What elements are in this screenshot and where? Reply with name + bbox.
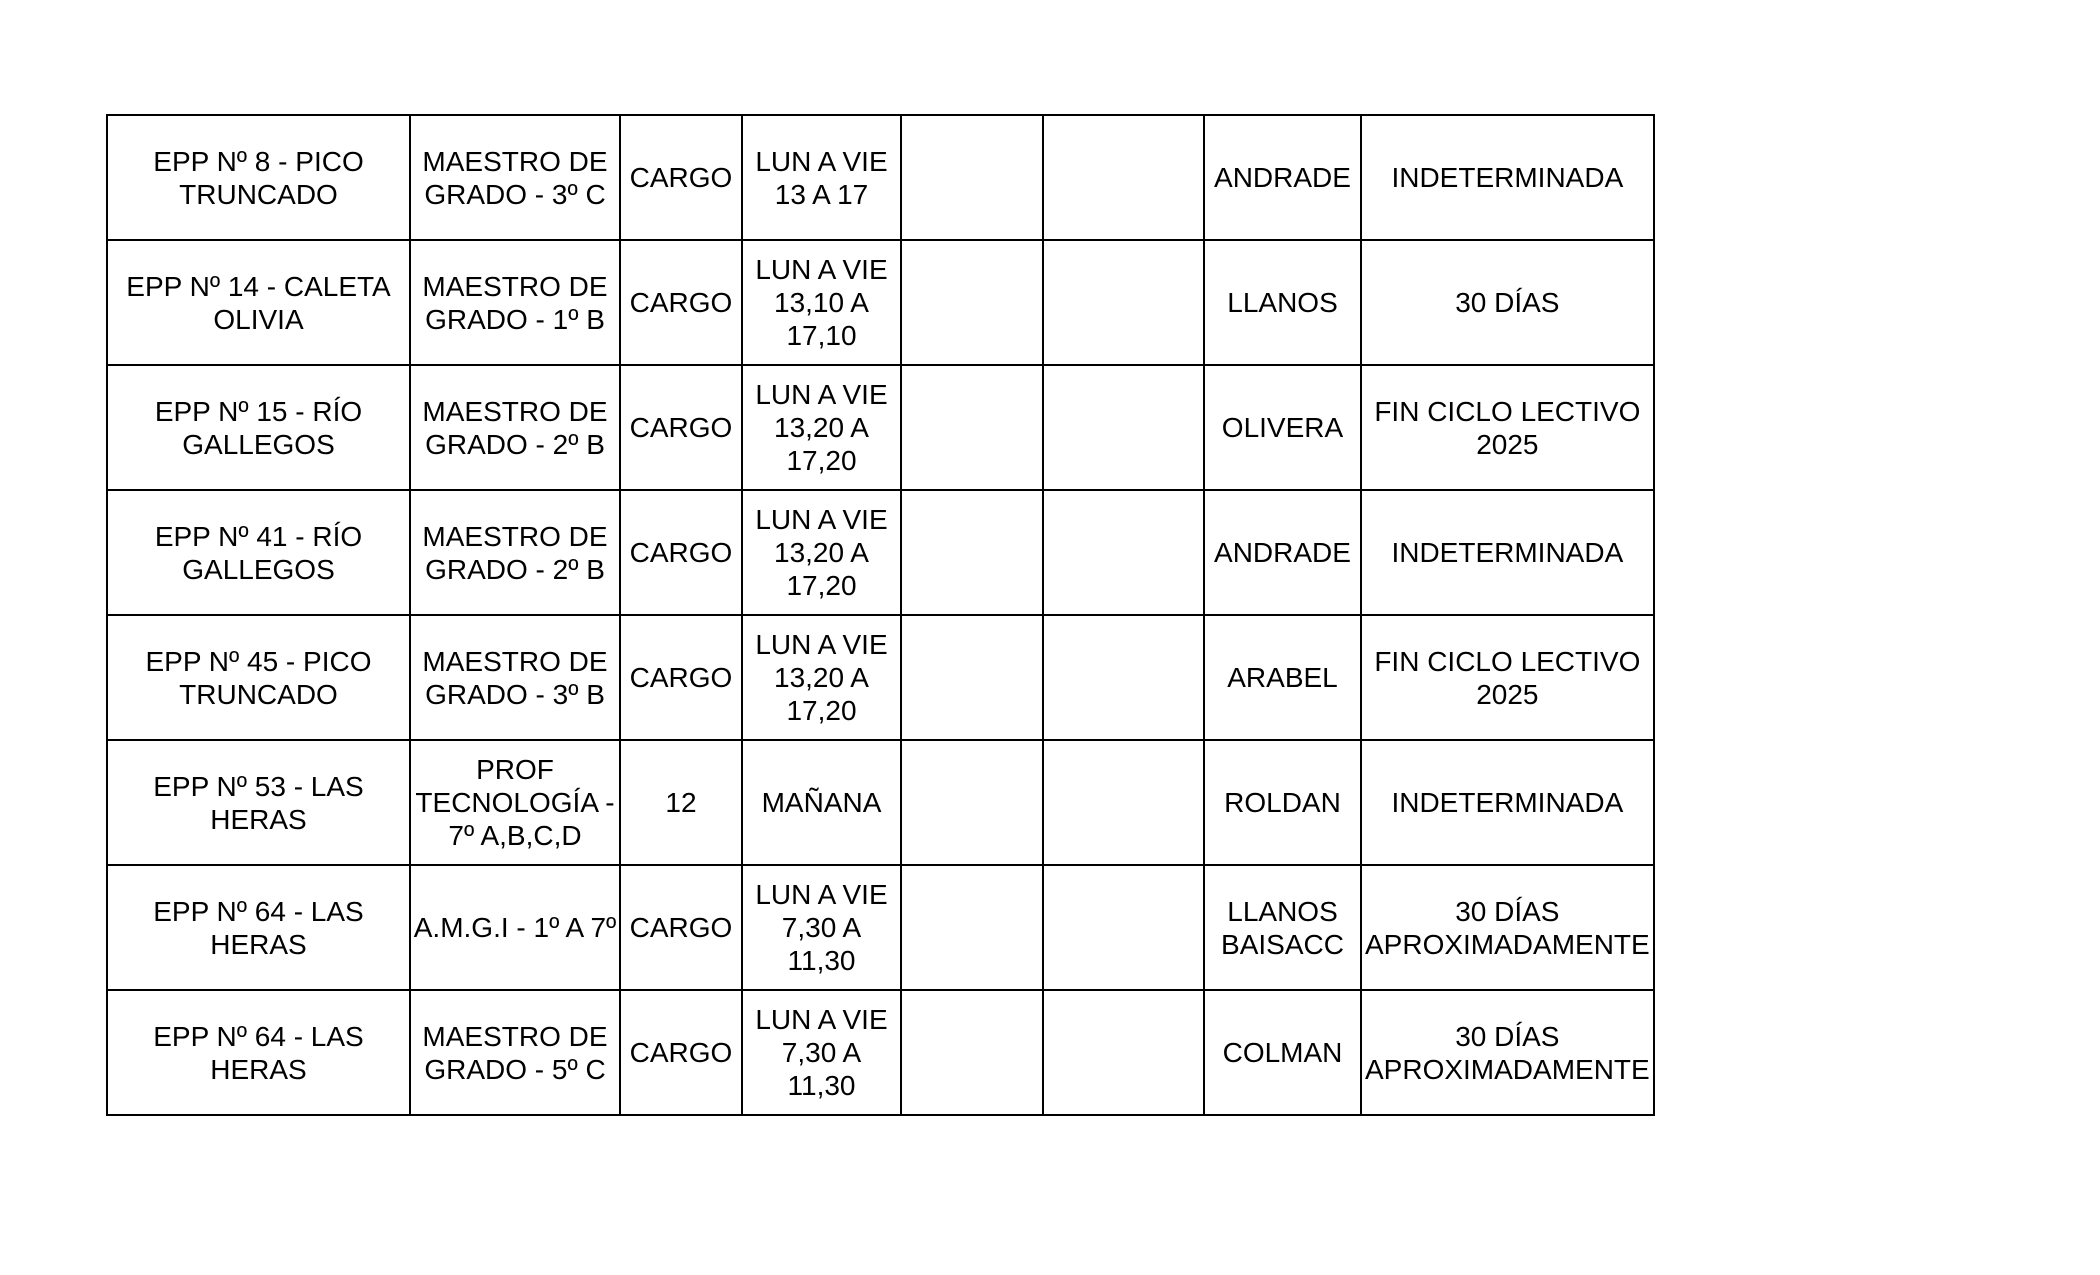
cell-empty-col-6 bbox=[1043, 740, 1204, 865]
cell-position: MAESTRO DE GRADO - 3º B bbox=[410, 615, 620, 740]
cell-type: 12 bbox=[620, 740, 742, 865]
cell-empty-col-5 bbox=[901, 615, 1043, 740]
cell-school: EPP Nº 45 - PICO TRUNCADO bbox=[107, 615, 410, 740]
cell-schedule: LUN A VIE 13 A 17 bbox=[742, 115, 901, 240]
cell-type: CARGO bbox=[620, 865, 742, 990]
cell-duration: INDETERMINADA bbox=[1361, 740, 1654, 865]
cell-school: EPP Nº 8 - PICO TRUNCADO bbox=[107, 115, 410, 240]
cell-empty-col-5 bbox=[901, 115, 1043, 240]
cell-empty-col-5 bbox=[901, 990, 1043, 1115]
cell-duration: 30 DÍAS bbox=[1361, 240, 1654, 365]
cell-school: EPP Nº 15 - RÍO GALLEGOS bbox=[107, 365, 410, 490]
cell-empty-col-6 bbox=[1043, 615, 1204, 740]
cell-schedule: MAÑANA bbox=[742, 740, 901, 865]
cell-school: EPP Nº 64 - LAS HERAS bbox=[107, 865, 410, 990]
cell-empty-col-5 bbox=[901, 365, 1043, 490]
cell-type: CARGO bbox=[620, 615, 742, 740]
cell-position: MAESTRO DE GRADO - 3º C bbox=[410, 115, 620, 240]
cell-teacher: ANDRADE bbox=[1204, 490, 1361, 615]
cell-schedule: LUN A VIE 7,30 A 11,30 bbox=[742, 990, 901, 1115]
cell-position: MAESTRO DE GRADO - 1º B bbox=[410, 240, 620, 365]
table-row bbox=[107, 115, 1654, 240]
cell-duration: 30 DÍAS APROXIMADAMENTE bbox=[1361, 865, 1654, 990]
cell-teacher: COLMAN bbox=[1204, 990, 1361, 1115]
cell-empty-col-6 bbox=[1043, 240, 1204, 365]
cell-empty-col-5 bbox=[901, 865, 1043, 990]
cell-position: MAESTRO DE GRADO - 5º C bbox=[410, 990, 620, 1115]
cell-teacher: LLANOS BAISACC bbox=[1204, 865, 1361, 990]
cell-type: CARGO bbox=[620, 365, 742, 490]
cell-teacher: OLIVERA bbox=[1204, 365, 1361, 490]
cell-schedule: LUN A VIE 13,10 A 17,10 bbox=[742, 240, 901, 365]
cell-school: EPP Nº 53 - LAS HERAS bbox=[107, 740, 410, 865]
cell-teacher: ARABEL bbox=[1204, 615, 1361, 740]
table-row bbox=[107, 740, 1654, 865]
cell-empty-col-5 bbox=[901, 740, 1043, 865]
cell-type: CARGO bbox=[620, 990, 742, 1115]
vacancy-table bbox=[106, 114, 1655, 1116]
cell-position: MAESTRO DE GRADO - 2º B bbox=[410, 365, 620, 490]
cell-empty-col-6 bbox=[1043, 865, 1204, 990]
cell-duration: INDETERMINADA bbox=[1361, 490, 1654, 615]
cell-duration: 30 DÍAS APROXIMADAMENTE bbox=[1361, 990, 1654, 1115]
cell-duration: FIN CICLO LECTIVO 2025 bbox=[1361, 365, 1654, 490]
cell-teacher: ANDRADE bbox=[1204, 115, 1361, 240]
cell-empty-col-5 bbox=[901, 490, 1043, 615]
cell-position: A.M.G.I - 1º A 7º bbox=[410, 865, 620, 990]
cell-empty-col-6 bbox=[1043, 365, 1204, 490]
cell-teacher: LLANOS bbox=[1204, 240, 1361, 365]
table-row bbox=[107, 990, 1654, 1115]
cell-schedule: LUN A VIE 7,30 A 11,30 bbox=[742, 865, 901, 990]
cell-type: CARGO bbox=[620, 115, 742, 240]
cell-teacher: ROLDAN bbox=[1204, 740, 1361, 865]
cell-empty-col-6 bbox=[1043, 115, 1204, 240]
cell-school: EPP Nº 64 - LAS HERAS bbox=[107, 990, 410, 1115]
cell-type: CARGO bbox=[620, 490, 742, 615]
table-row bbox=[107, 365, 1654, 490]
cell-schedule: LUN A VIE 13,20 A 17,20 bbox=[742, 365, 901, 490]
cell-empty-col-5 bbox=[901, 240, 1043, 365]
table-row bbox=[107, 865, 1654, 990]
cell-duration: FIN CICLO LECTIVO 2025 bbox=[1361, 615, 1654, 740]
cell-position: PROF TECNOLOGÍA - 7º A,B,C,D bbox=[410, 740, 620, 865]
table-row bbox=[107, 615, 1654, 740]
cell-school: EPP Nº 41 - RÍO GALLEGOS bbox=[107, 490, 410, 615]
cell-type: CARGO bbox=[620, 240, 742, 365]
cell-schedule: LUN A VIE 13,20 A 17,20 bbox=[742, 490, 901, 615]
cell-empty-col-6 bbox=[1043, 990, 1204, 1115]
table-row bbox=[107, 490, 1654, 615]
cell-schedule: LUN A VIE 13,20 A 17,20 bbox=[742, 615, 901, 740]
cell-empty-col-6 bbox=[1043, 490, 1204, 615]
cell-school: EPP Nº 14 - CALETA OLIVIA bbox=[107, 240, 410, 365]
table-row bbox=[107, 240, 1654, 365]
cell-duration: INDETERMINADA bbox=[1361, 115, 1654, 240]
cell-position: MAESTRO DE GRADO - 2º B bbox=[410, 490, 620, 615]
